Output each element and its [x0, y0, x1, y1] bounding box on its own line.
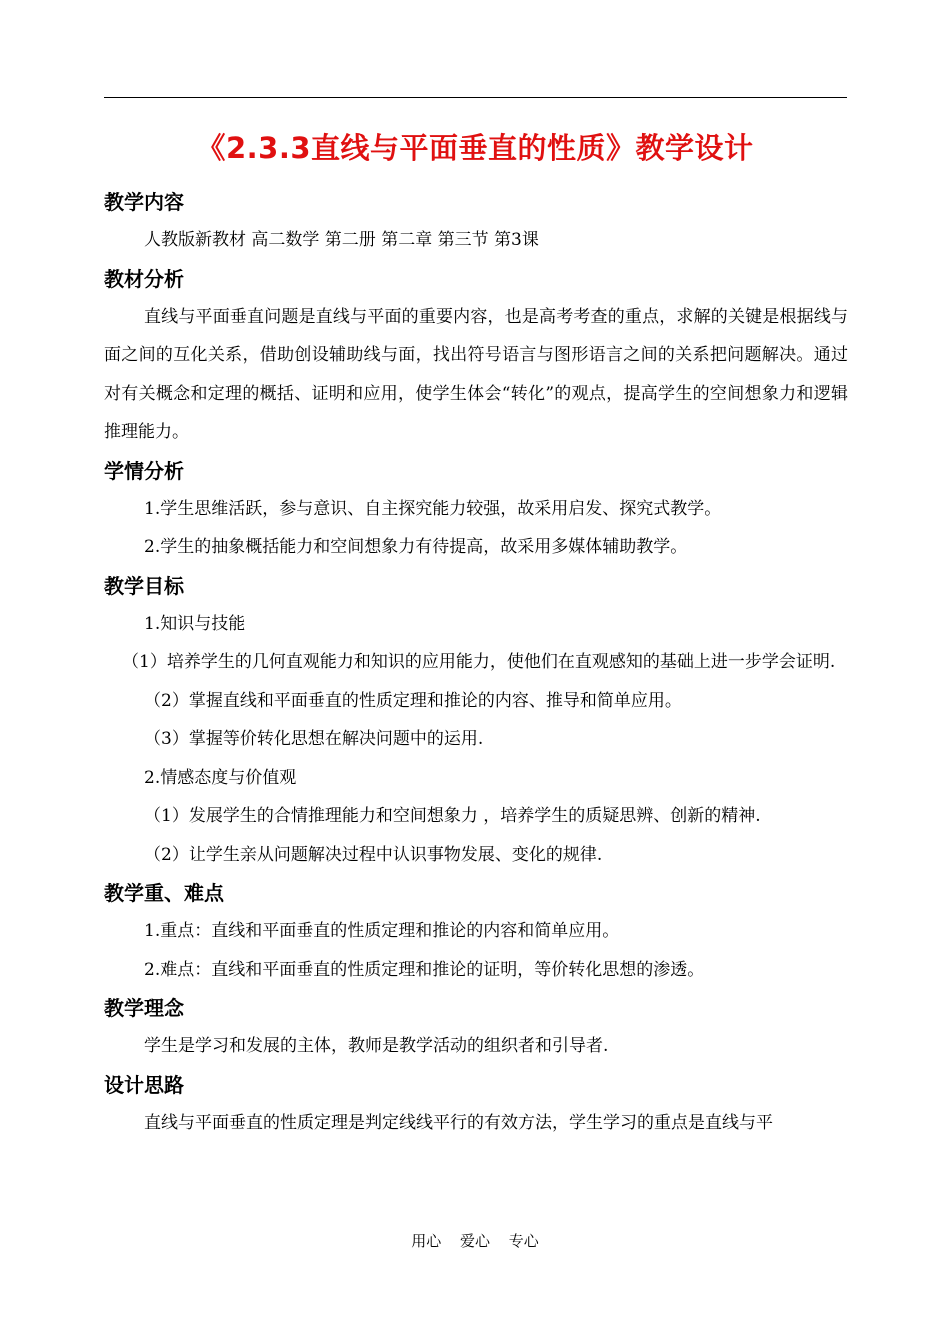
section-student-analysis	[104, 452, 848, 567]
page-footer: 用心 爱心 专心	[411, 1232, 539, 1250]
header-rule	[104, 97, 847, 98]
paragraph: （1）发展学生的合情推理能力和空间想象力 ，培养学生的质疑思辨、创新的精神.	[144, 806, 761, 826]
section-heading: 教学内容	[104, 190, 184, 214]
paragraph: 2.学生的抽象概括能力和空间想象力有待提高，故采用多媒体辅助教学。	[144, 537, 688, 557]
section-heading: 学情分析	[104, 458, 184, 483]
paragraph: （3）掌握等价转化思想在解决问题中的运用.	[144, 729, 484, 749]
section-teaching-content	[104, 183, 848, 260]
section-key-points	[104, 874, 848, 989]
section-textbook-analysis	[104, 260, 848, 452]
section-heading: 教学理念	[104, 996, 184, 1020]
paragraph: （1）培养学生的几何直观能力和知识的应用能力，使他们在直观感知的基础上进一步学会证明.	[122, 652, 836, 672]
section-heading: 教材分析	[104, 266, 184, 291]
paragraph: 直线与平面垂直的性质定理是判定线线平行的有效方法，学生学习的重点是直线与平	[144, 1112, 773, 1133]
section-design-idea	[104, 1066, 848, 1143]
section-teaching-objectives	[104, 567, 848, 875]
section-heading: 设计思路	[104, 1072, 184, 1097]
paragraph: 直线与平面垂直问题是直线与平面的重要内容，也是高考考查的重点，求解的关键是根据线与面之间的互化关系，借助创设辅助线与面，找出符号语言与图形语言之间的关系把问题解决。通过对有关概念和定理的概括、证明和应用，使学生体会“转化”的观点，提高学生的空间想象力和逻辑推理能力。	[104, 306, 848, 442]
paragraph: （2）掌握直线和平面垂直的性质定理和推论的内容、推导和简单应用。	[144, 690, 682, 711]
paragraph: 1.学生思维活跃，参与意识、自主探究能力较强，故采用启发、探究式教学。	[144, 498, 722, 519]
paragraph: 2.情感态度与价值观	[144, 767, 297, 788]
paragraph: 学生是学习和发展的主体，教师是教学活动的组织者和引导者.	[144, 1036, 609, 1056]
document-body	[104, 183, 848, 1142]
section-heading: 教学重、难点	[104, 881, 224, 905]
section-heading: 教学目标	[104, 573, 184, 598]
paragraph: 2.难点：直线和平面垂直的性质定理和推论的证明，等价转化思想的渗透。	[144, 959, 705, 980]
document-title: 《2.3.3直线与平面垂直的性质》教学设计	[196, 131, 754, 165]
paragraph: （2）让学生亲从问题解决过程中认识事物发展、变化的规律.	[144, 844, 603, 865]
paragraph: 1.知识与技能	[144, 613, 246, 634]
section-teaching-philosophy	[104, 989, 848, 1066]
paragraph: 1.重点：直线和平面垂直的性质定理和推论的内容和简单应用。	[144, 921, 620, 941]
paragraph: 人教版新教材 高二数学 第二册 第二章 第三节 第3课	[144, 230, 539, 250]
